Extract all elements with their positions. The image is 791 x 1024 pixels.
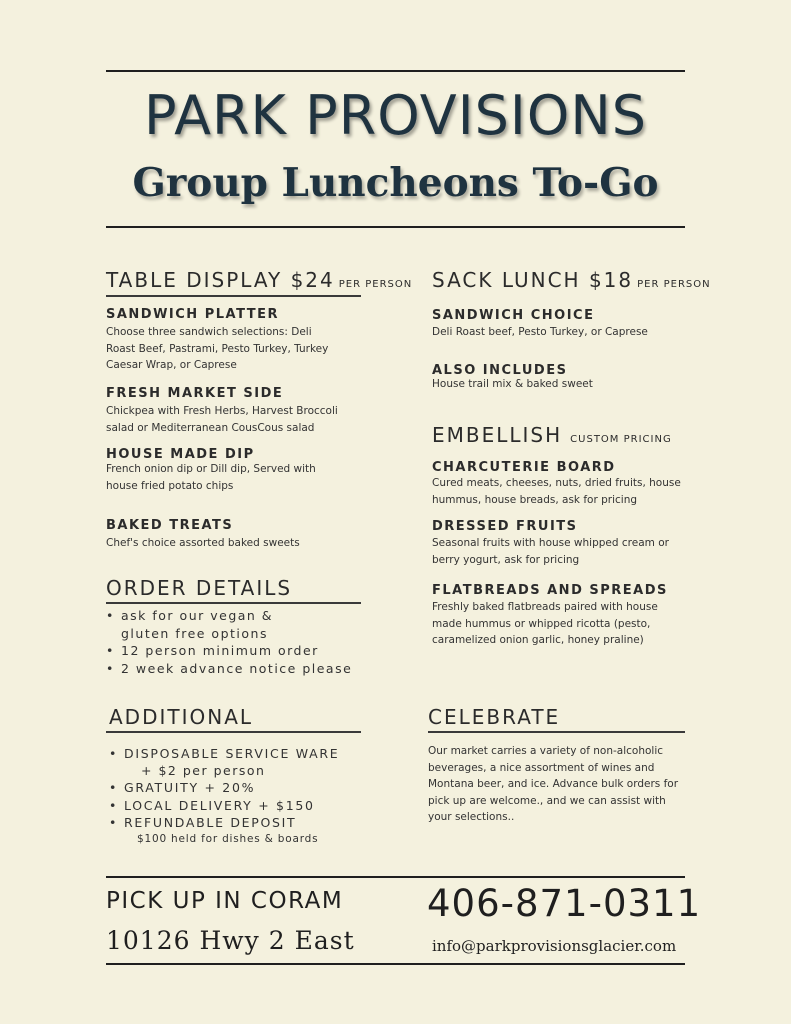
item-description: Seasonal fruits with house whipped cream or berry yogurt, ask for pricing: [432, 537, 669, 566]
sack-lunch-title: SACK LUNCH $18: [432, 268, 634, 292]
item-title: DRESSED FRUITS: [432, 519, 578, 534]
item-description: French onion dip or Dill dip, Served with house fried potato chips: [106, 463, 316, 492]
list-item: [109, 814, 399, 848]
list-item-label: REFUNDABLE DEPOSIT: [124, 814, 297, 830]
menu-item: [432, 583, 692, 649]
menu-item: [432, 460, 692, 508]
footer-top-rule: [106, 876, 685, 878]
item-title: ALSO INCLUDES: [432, 363, 568, 378]
menu-item: [432, 363, 692, 393]
item-description: Deli Roast beef, Pesto Turkey, or Caprese: [432, 326, 648, 338]
sack-lunch-heading: [432, 268, 711, 292]
list-item: [109, 745, 399, 779]
item-title: CHARCUTERIE BOARD: [432, 460, 616, 475]
order-details-rule: [106, 602, 361, 604]
item-description: Freshly baked flatbreads paired with house made hummus or whipped ricotta (pesto, caramelized onion garlic, honey praline): [432, 601, 658, 646]
table-display-unit: PER PERSON: [338, 279, 413, 290]
order-details-heading: ORDER DETAILS: [106, 576, 293, 600]
list-item: • LOCAL DELIVERY + $150: [109, 797, 399, 814]
menu-item: [106, 307, 366, 374]
embellish-heading: [432, 423, 672, 447]
menu-item: [106, 386, 366, 436]
item-title: FLATBREADS AND SPREADS: [432, 583, 668, 598]
item-title: FRESH MARKET SIDE: [106, 386, 284, 401]
footer-bottom-rule: [106, 963, 685, 965]
item-description: Cured meats, cheeses, nuts, dried fruits, house hummus, house breads, ask for pricing: [432, 477, 681, 506]
list-item-label: DISPOSABLE SERVICE WARE: [124, 746, 340, 761]
additional-heading: ADDITIONAL: [109, 705, 254, 729]
menu-item: [106, 518, 366, 552]
menu-item: [106, 447, 366, 494]
item-title: BAKED TREATS: [106, 518, 234, 533]
top-rule: [106, 70, 685, 72]
additional-list: [109, 745, 399, 848]
item-description: Choose three sandwich selections: Deli Roast Beef, Pastrami, Pesto Turkey, Turkey Caesar Wrap, or Caprese: [106, 326, 329, 371]
phone-number[interactable]: 406-871-0311: [427, 882, 702, 925]
list-item-sub: + $2 per person: [141, 763, 266, 779]
table-display-heading: [106, 268, 412, 292]
address: 10126 Hwy 2 East: [106, 926, 355, 955]
order-details-list: [106, 607, 361, 677]
embellish-unit: CUSTOM PRICING: [570, 434, 672, 445]
item-description: Chef's choice assorted baked sweets: [106, 537, 300, 549]
additional-rule: [106, 731, 361, 733]
list-item: • 2 week advance notice please: [106, 660, 361, 678]
celebrate-description: Our market carries a variety of non-alcoholic beverages, a nice assortment of wines and Montana beer, and ice. Advance bulk orders for pick up are welcome., and we can assist with your selections..: [428, 745, 679, 823]
celebrate-rule: [428, 731, 685, 733]
item-description: House trail mix & baked sweet: [432, 378, 593, 390]
list-item: • ask for our vegan & gluten free options: [106, 607, 361, 642]
embellish-title: EMBELLISH: [432, 423, 563, 447]
item-description: Chickpea with Fresh Herbs, Harvest Broccoli salad or Mediterranean CousCous salad: [106, 405, 338, 434]
table-display-title: TABLE DISPLAY $24: [106, 268, 335, 292]
item-title: SANDWICH CHOICE: [432, 308, 595, 323]
table-display-rule: [106, 295, 361, 297]
list-item: • 12 person minimum order: [106, 642, 361, 660]
item-title: SANDWICH PLATTER: [106, 307, 280, 322]
menu-item: [432, 308, 692, 341]
header-bottom-rule: [106, 226, 685, 228]
email-link[interactable]: info@parkprovisionsglacier.com: [432, 937, 677, 955]
menu-item: [432, 519, 692, 568]
list-item-sub: $100 held for dishes & boards: [137, 833, 319, 846]
celebrate-heading: CELEBRATE: [428, 705, 561, 729]
page-title: PARK PROVISIONS: [143, 84, 648, 147]
item-title: HOUSE MADE DIP: [106, 447, 255, 462]
pickup-location: PICK UP IN CORAM: [106, 888, 344, 914]
sack-lunch-unit: PER PERSON: [637, 279, 711, 290]
list-item: • GRATUITY + 20%: [109, 779, 399, 796]
page-subtitle: Group Luncheons To-Go: [132, 160, 659, 206]
